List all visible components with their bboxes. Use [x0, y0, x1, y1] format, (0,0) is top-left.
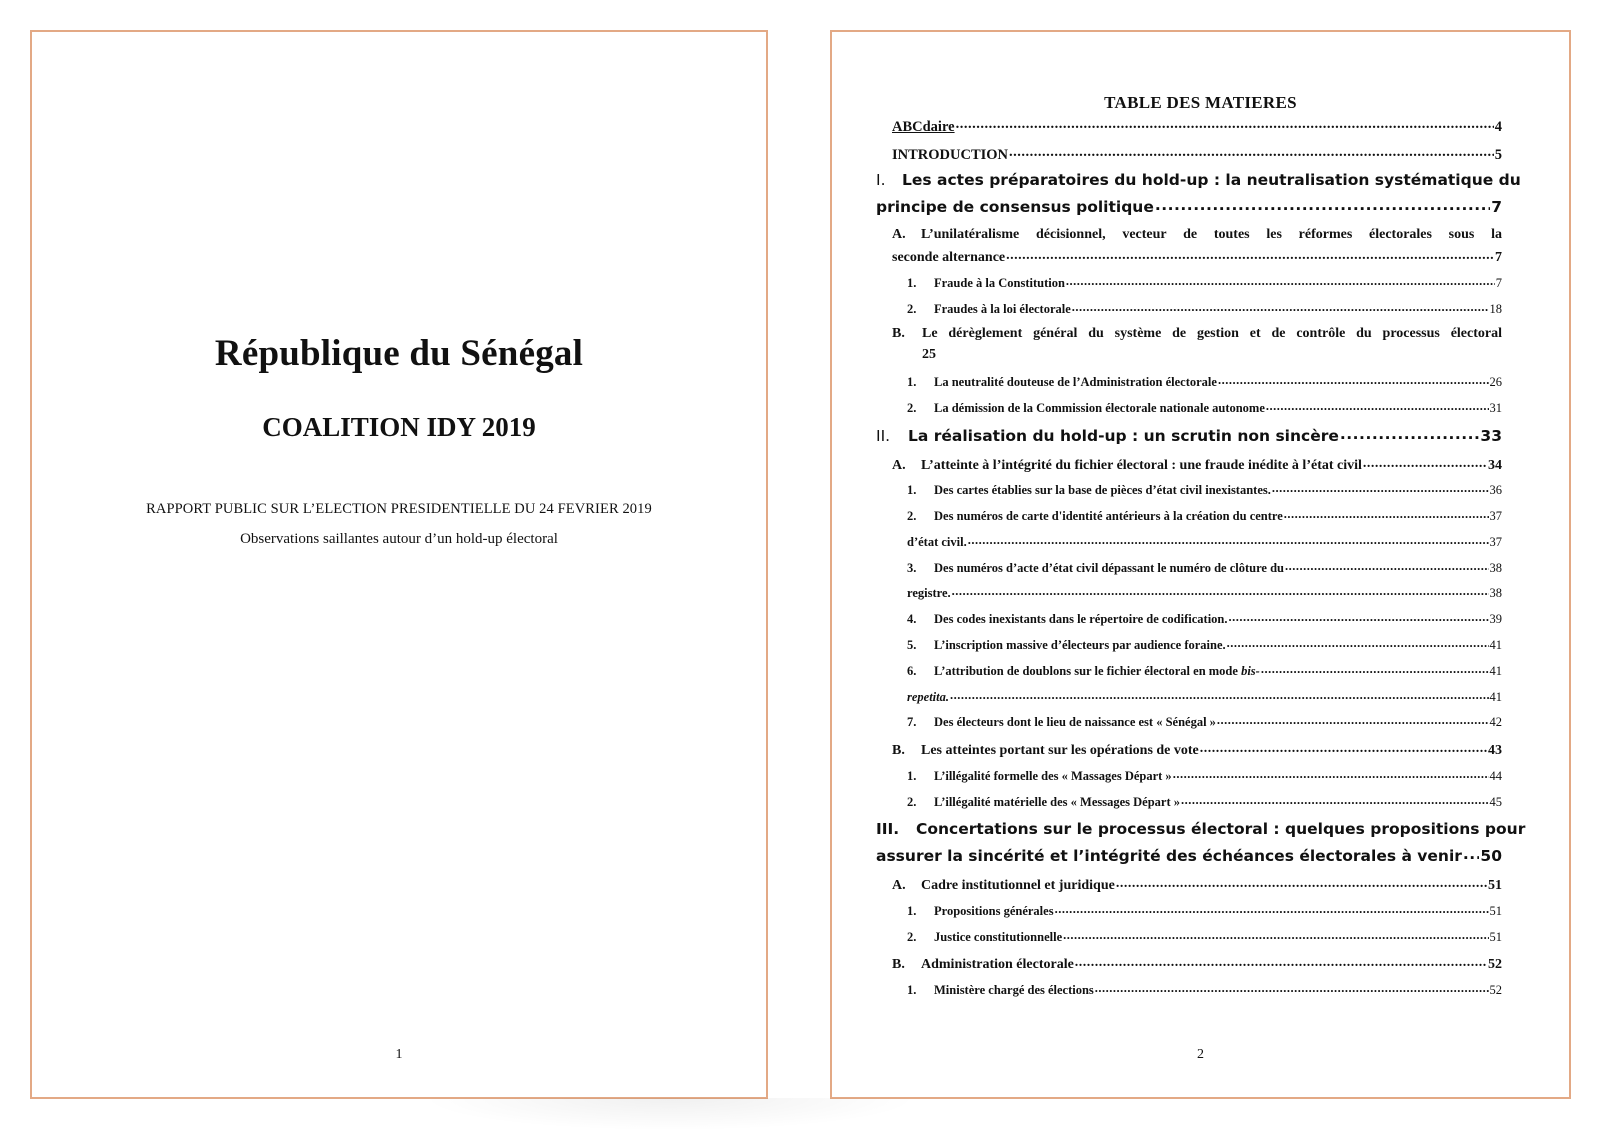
toc-entry-introduction[interactable] — [892, 144, 1502, 164]
toc-entry-page: 38 — [1489, 560, 1502, 575]
toc-entry-label-cont: d’état civil. — [907, 534, 967, 549]
toc-entry-number: B. — [892, 957, 905, 972]
toc-entry-label-cont: repetita. — [907, 689, 950, 704]
toc-entry-number: 4. — [907, 611, 917, 626]
toc-entry-page: 4 — [1494, 118, 1502, 135]
toc-entry-2a2-cont[interactable] — [907, 533, 1502, 550]
toc-entry-label: Des électeurs dont le lieu de naissance est « Sénégal » — [934, 714, 1216, 729]
toc-entry-page: 41 — [1489, 663, 1502, 678]
toc-entry-number: A. — [892, 878, 906, 893]
toc-entry-3a1[interactable] — [907, 902, 1502, 919]
toc-entry-3b1[interactable] — [907, 981, 1502, 998]
toc-entry-1a[interactable] — [892, 227, 1502, 243]
cover-subtitle: Observations saillantes autour d’un hold-up électoral — [240, 531, 558, 547]
toc-entry-page: 33 — [1480, 426, 1502, 445]
toc-entry-2a3-cont[interactable] — [907, 584, 1502, 601]
toc-entry-1a1[interactable] — [907, 274, 1502, 291]
toc-entry-page: 18 — [1489, 301, 1502, 316]
cover-title: République du Sénégal — [214, 333, 584, 374]
toc-entry-label-cont: registre. — [907, 585, 951, 600]
toc-section-label: La réalisation du hold-up : un scrutin non sincère — [908, 426, 1339, 445]
toc-entry-number: 1. — [907, 374, 917, 389]
toc-entry-label: La démission de la Commission électorale nationale autonome — [934, 400, 1265, 415]
toc-entry-2a4[interactable] — [907, 610, 1502, 627]
toc-entry-page: 25 — [922, 347, 936, 362]
toc-entry-2a1[interactable] — [907, 481, 1502, 498]
toc-entry-1b-page[interactable] — [922, 347, 1502, 363]
toc-entry-label: Fraudes à la loi électorale — [934, 301, 1071, 316]
toc-section-2[interactable] — [876, 425, 1502, 445]
toc-entry-page: 41 — [1489, 637, 1502, 652]
cover-page — [30, 30, 768, 1099]
toc-entry-number: 1. — [907, 482, 917, 497]
page-number: 1 — [395, 1047, 403, 1062]
toc-section-3-line2[interactable] — [876, 845, 1502, 865]
toc-entry-page: 7 — [1491, 197, 1502, 216]
toc-entry-number: A. — [892, 227, 906, 242]
toc-entry-2a6[interactable] — [907, 662, 1502, 679]
page-number: 2 — [1197, 1047, 1204, 1062]
toc-entry-label: Des numéros de carte d'identité antérieurs à la création du centre — [934, 508, 1283, 523]
toc-entry-number: A. — [892, 458, 906, 473]
toc-entry-label: Des codes inexistants dans le répertoire de codification. — [934, 611, 1228, 626]
toc-entry-page: 42 — [1489, 714, 1502, 729]
toc-entry-page: 52 — [1489, 982, 1502, 997]
toc-entry-page: 37 — [1489, 508, 1502, 523]
toc-entry-label: Ministère chargé des élections — [934, 982, 1094, 997]
toc-entry-number: 1. — [907, 982, 917, 997]
toc-entry-label: L’inscription massive d’électeurs par audience foraine. — [934, 637, 1226, 652]
toc-entry-number: 5. — [907, 637, 917, 652]
toc-entry-label: Cadre institutionnel et juridique — [921, 878, 1115, 893]
toc-entry-2b1[interactable] — [907, 767, 1502, 784]
toc-entry-page: 44 — [1489, 768, 1502, 783]
toc-entry-number: 1. — [907, 903, 917, 918]
toc-entry-2a3[interactable] — [907, 559, 1502, 576]
toc-entry-label: Justice constitutionnelle — [934, 929, 1063, 944]
toc-entry-1b2[interactable] — [907, 399, 1502, 416]
toc-entry-label: L’atteinte à l’intégrité du fichier électoral : une fraude inédite à l’état civil — [921, 458, 1362, 473]
toc-entry-3a2[interactable] — [907, 928, 1502, 945]
toc-entry-1b[interactable] — [892, 326, 1502, 342]
toc-entry-number: 2. — [907, 794, 917, 809]
toc-entry-number: 7. — [907, 714, 917, 729]
toc-entry-label: Les atteintes portant sur les opérations de vote — [921, 743, 1199, 758]
toc-entry-1a2[interactable] — [907, 300, 1502, 317]
toc-entry-page: 51 — [1489, 929, 1502, 944]
toc-entry-page: 43 — [1488, 743, 1502, 758]
toc-entry-label: Propositions générales — [934, 903, 1054, 918]
toc-entry-number: B. — [892, 326, 905, 341]
toc-entry-number: 6. — [907, 663, 917, 678]
toc-entry-number: 2. — [907, 508, 917, 523]
toc-entry-2a5[interactable] — [907, 636, 1502, 653]
toc-entry-label: L’illégalité matérielle des « Messages Départ » — [934, 794, 1181, 809]
toc-section-1-line2[interactable] — [876, 196, 1502, 216]
cover-coalition: COALITION IDY 2019 — [262, 412, 536, 442]
cover-report-title: RAPPORT PUBLIC SUR L’ELECTION PRESIDENTIELLE DU 24 FEVRIER 2019 — [146, 501, 652, 517]
toc-entry-abcdaire[interactable] — [892, 116, 1502, 136]
toc-entry-label: Le dérèglement général du système de gestion et de contrôle du processus électoral — [922, 326, 1502, 341]
toc-entry-2a2[interactable] — [907, 507, 1502, 524]
toc-section-3[interactable] — [876, 820, 1526, 838]
toc-entry-page: 50 — [1480, 846, 1502, 865]
toc-entry-label-italic: bis- — [1241, 663, 1260, 678]
toc-entry-label: L’attribution de doublons sur le fichier électoral en mode — [934, 663, 1238, 678]
toc-entry-2a6-cont[interactable] — [907, 688, 1502, 705]
toc-entry-page: 34 — [1488, 458, 1502, 473]
toc-entry-number: 1. — [907, 275, 917, 290]
toc-entry-number: B. — [892, 743, 905, 758]
toc-entry-label: Fraude à la Constitution — [934, 275, 1065, 290]
toc-entry-page: 45 — [1489, 794, 1502, 809]
toc-heading: TABLE DES MATIERES — [1104, 93, 1297, 112]
toc-entry-3a[interactable] — [892, 875, 1502, 894]
toc-entry-2a7[interactable] — [907, 713, 1502, 730]
toc-entry-label: Des cartes établies sur la base de pièces d’état civil inexistantes. — [934, 482, 1271, 497]
toc-entry-number: 3. — [907, 560, 917, 575]
toc-section-1[interactable] — [876, 171, 1521, 189]
toc-entry-page: 41 — [1489, 689, 1502, 704]
toc-entry-2a[interactable] — [892, 455, 1502, 474]
toc-section-number: II. — [876, 426, 891, 445]
toc-entry-page: 51 — [1489, 903, 1502, 918]
toc-entry-page: 37 — [1489, 534, 1502, 549]
toc-entry-number: 2. — [907, 400, 917, 415]
page-shadow — [420, 1098, 920, 1131]
toc-entry-label: Des numéros d’acte d’état civil dépassant le numéro de clôture du — [934, 560, 1284, 575]
toc-entry-label: INTRODUCTION — [892, 146, 1009, 163]
toc-entry-page: 38 — [1489, 585, 1502, 600]
toc-entry-label: Administration électorale — [921, 957, 1074, 972]
toc-entry-1b1[interactable] — [907, 373, 1502, 390]
toc-entry-page: 52 — [1488, 957, 1502, 972]
toc-entry-page: 7 — [1495, 250, 1502, 265]
toc-section-label-cont: principe de consensus politique — [876, 197, 1154, 216]
toc-page — [830, 30, 1571, 1099]
toc-entry-label-cont: seconde alternance — [892, 250, 1006, 265]
toc-entry-page: 26 — [1489, 374, 1502, 389]
toc-entry-page: 39 — [1489, 611, 1502, 626]
toc-entry-label: ABCdaire — [892, 118, 955, 135]
toc-entry-2b2[interactable] — [907, 793, 1502, 810]
toc-entry-label: La neutralité douteuse de l’Administration électorale — [934, 374, 1217, 389]
toc-entry-label: L’illégalité formelle des « Massages Départ » — [934, 768, 1172, 783]
toc-entry-page: 51 — [1488, 878, 1502, 893]
toc-section-number: I. — [876, 171, 886, 189]
toc-entry-3b[interactable] — [892, 954, 1502, 973]
toc-entry-label: L’unilatéralisme décisionnel, vecteur de toutes les réformes électorales sous la — [921, 227, 1502, 242]
toc-entry-page: 5 — [1494, 146, 1502, 163]
toc-entry-page: 36 — [1489, 482, 1502, 497]
toc-entry-page: 7 — [1495, 275, 1502, 290]
toc-entry-number: 2. — [907, 301, 917, 316]
toc-section-label: Les actes préparatoires du hold-up : la neutralisation systématique du — [902, 171, 1521, 189]
toc-section-label: Concertations sur le processus électoral : quelques propositions pour — [916, 820, 1526, 838]
toc-entry-2b[interactable] — [892, 740, 1502, 759]
toc-entry-1a-line2[interactable] — [892, 247, 1502, 266]
toc-section-number: III. — [876, 820, 900, 838]
toc-entry-page: 31 — [1489, 400, 1502, 415]
toc-section-label-cont: assurer la sincérité et l’intégrité des échéances électorales à venir — [876, 846, 1462, 865]
toc-entry-number: 2. — [907, 929, 917, 944]
toc-entry-number: 1. — [907, 768, 917, 783]
